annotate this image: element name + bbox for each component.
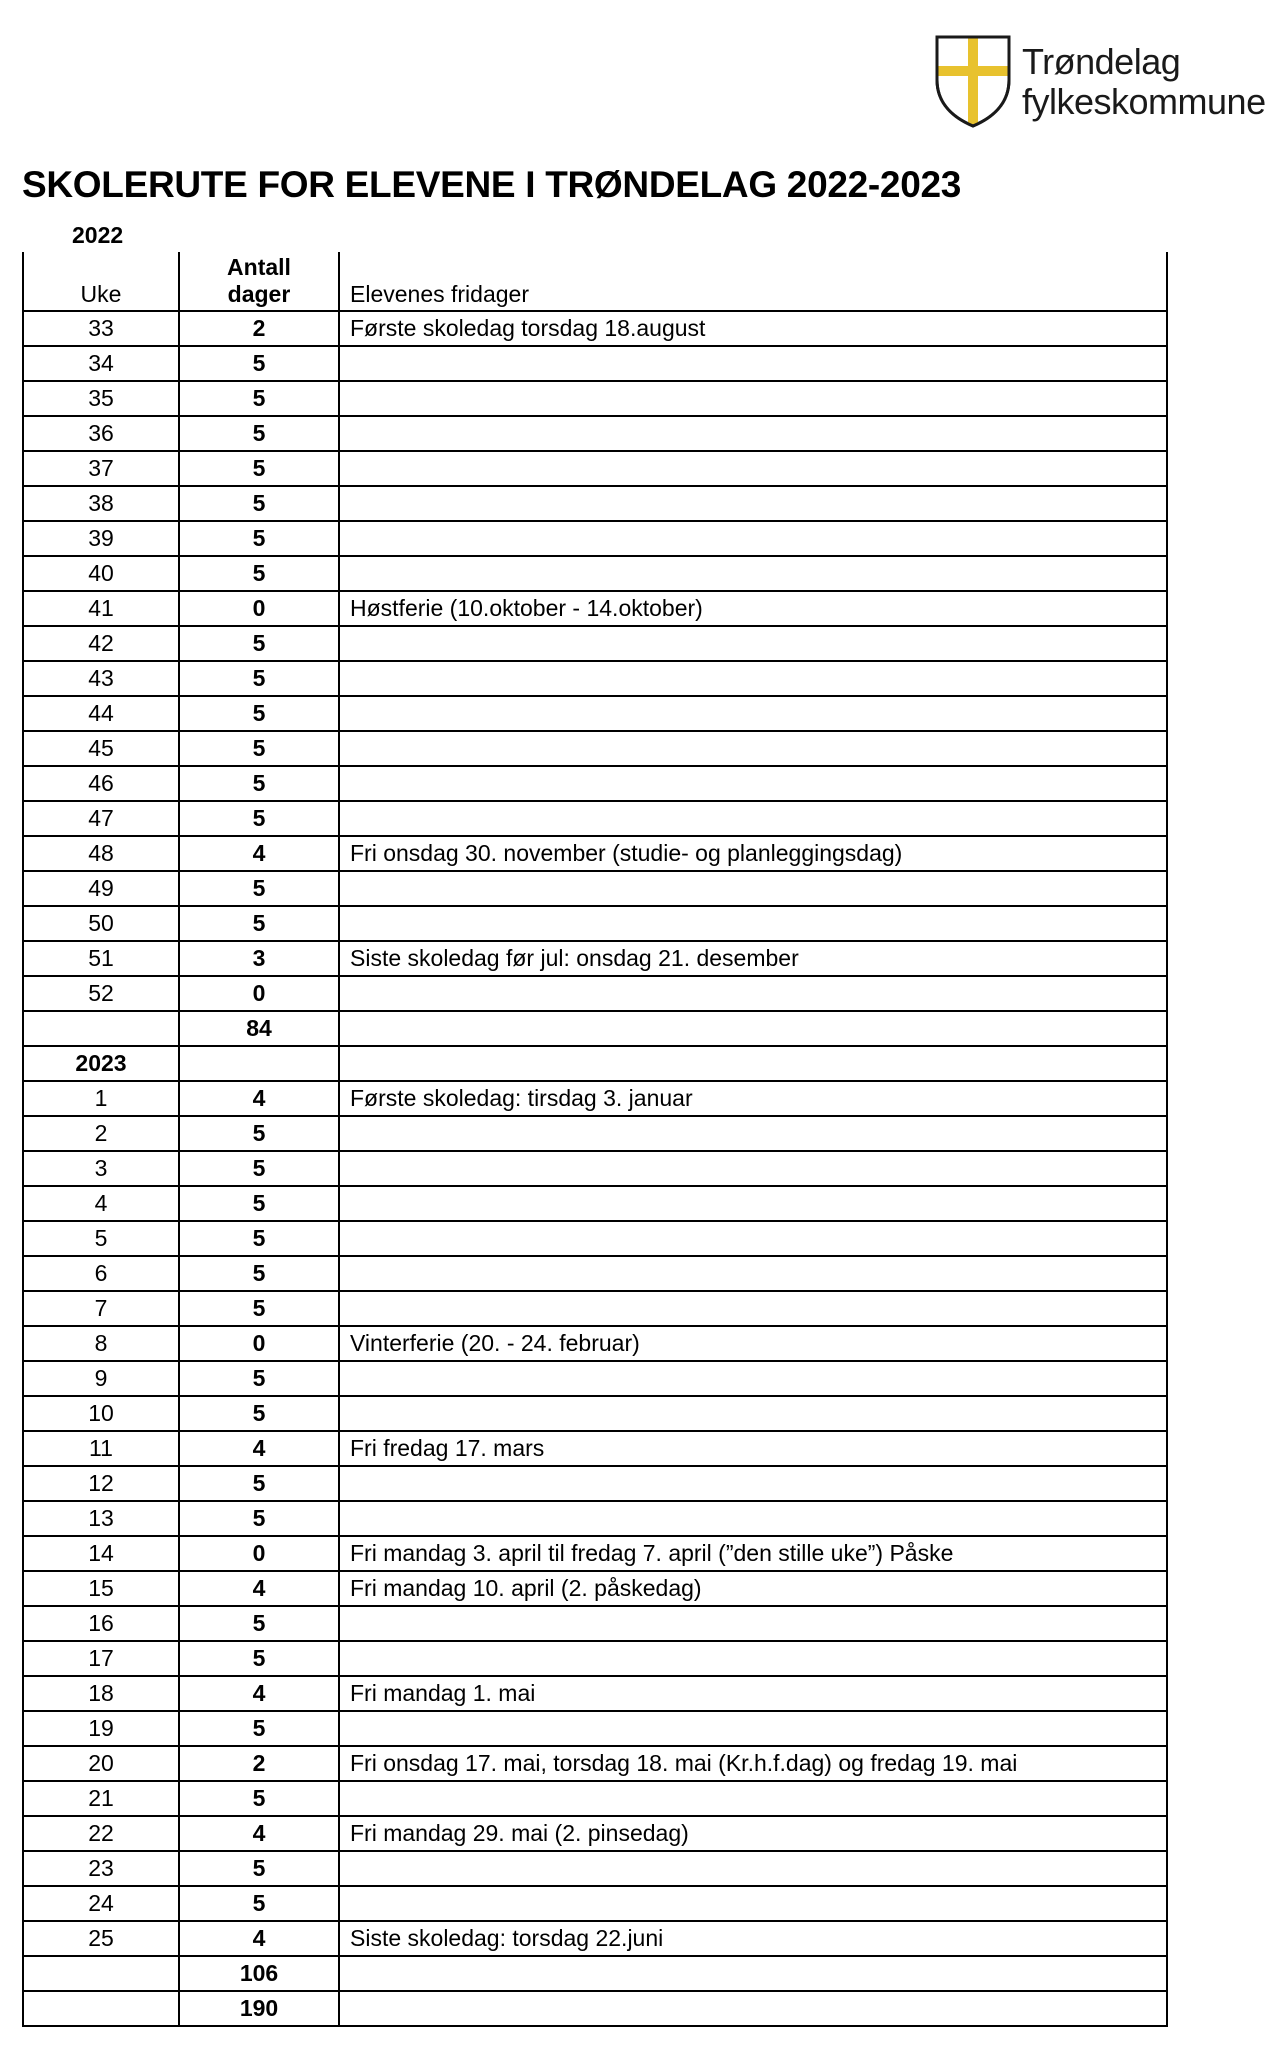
table-row — [24, 522, 1166, 557]
week-cell: 13 — [24, 1502, 180, 1535]
header-days-line-1: Antall — [227, 254, 291, 280]
note-cell: Vinterferie (20. - 24. februar) — [350, 1330, 640, 1356]
table-row — [24, 1047, 1166, 1082]
note-cell — [340, 522, 1166, 555]
week-cell: 49 — [24, 872, 180, 905]
week-cell: 40 — [24, 557, 180, 590]
note-cell — [340, 1292, 1166, 1325]
note-cell — [340, 662, 1166, 695]
note-cell — [340, 1047, 1166, 1080]
days-cell: 0 — [180, 1327, 340, 1360]
note-cell — [340, 557, 1166, 590]
table-row — [24, 557, 1166, 592]
note-cell: Første skoledag torsdag 18.august — [350, 315, 706, 341]
table-row — [24, 802, 1166, 837]
note-cell: Fri onsdag 17. mai, torsdag 18. mai (Kr.h.f.dag) og fredag 19. mai — [350, 1750, 1018, 1776]
table-row — [24, 1922, 1166, 1957]
days-cell — [180, 1047, 340, 1080]
table-row — [24, 1642, 1166, 1677]
note-cell — [340, 1467, 1166, 1500]
note-cell — [340, 382, 1166, 415]
week-cell: 25 — [24, 1922, 180, 1955]
days-cell: 5 — [180, 732, 340, 765]
days-cell: 5 — [180, 627, 340, 660]
note-cell: Første skoledag: tirsdag 3. januar — [350, 1085, 693, 1111]
days-cell: 5 — [180, 1222, 340, 1255]
days-cell: 84 — [180, 1012, 340, 1045]
week-cell: 6 — [24, 1257, 180, 1290]
table-row — [24, 592, 1166, 627]
note-cell — [340, 1187, 1166, 1220]
days-cell: 4 — [180, 1922, 340, 1955]
table-row — [24, 312, 1166, 347]
week-cell: 2 — [24, 1117, 180, 1150]
week-cell: 17 — [24, 1642, 180, 1675]
days-cell: 2 — [180, 1747, 340, 1780]
days-cell: 5 — [180, 1117, 340, 1150]
table-row — [24, 1327, 1166, 1362]
table-row — [24, 977, 1166, 1012]
note-cell: Fri mandag 10. april (2. påskedag) — [350, 1575, 702, 1601]
days-cell: 5 — [180, 1887, 340, 1920]
days-cell: 4 — [180, 1432, 340, 1465]
page-title: SKOLERUTE FOR ELEVENE I TRØNDELAG 2022-2023 — [22, 164, 962, 205]
note-cell — [340, 1887, 1166, 1920]
week-cell: 4 — [24, 1187, 180, 1220]
table-row — [24, 1677, 1166, 1712]
note-cell: Fri mandag 3. april til fredag 7. april (”den stille uke”) Påske — [350, 1540, 954, 1566]
days-cell: 4 — [180, 1572, 340, 1605]
week-cell: 11 — [24, 1432, 180, 1465]
days-cell: 0 — [180, 977, 340, 1010]
logo-line-1: Trøndelag — [1022, 41, 1181, 82]
note-cell: Fri onsdag 30. november (studie- og planleggingsdag) — [350, 840, 903, 866]
note-cell — [340, 1012, 1166, 1045]
note-cell — [340, 1642, 1166, 1675]
week-cell: 46 — [24, 767, 180, 800]
days-cell: 5 — [180, 802, 340, 835]
week-cell: 7 — [24, 1292, 180, 1325]
days-cell: 5 — [180, 1152, 340, 1185]
note-cell — [340, 977, 1166, 1010]
table-row — [24, 732, 1166, 767]
week-cell: 21 — [24, 1782, 180, 1815]
logo-line-2: fylkeskommune — [1022, 81, 1266, 122]
table-row — [24, 1712, 1166, 1747]
table-row — [24, 1817, 1166, 1852]
week-cell: 3 — [24, 1152, 180, 1185]
table-row — [24, 1467, 1166, 1502]
note-cell — [340, 1117, 1166, 1150]
note-cell — [340, 452, 1166, 485]
week-cell: 44 — [24, 697, 180, 730]
days-cell: 5 — [180, 662, 340, 695]
table-row — [24, 627, 1166, 662]
table-row — [24, 907, 1166, 942]
table-row — [24, 1082, 1166, 1117]
week-cell: 39 — [24, 522, 180, 555]
table-header — [24, 252, 1166, 312]
table-row — [24, 382, 1166, 417]
days-cell: 5 — [180, 452, 340, 485]
days-cell: 5 — [180, 417, 340, 450]
note-cell — [340, 1852, 1166, 1885]
note-cell — [340, 1607, 1166, 1640]
days-cell: 5 — [180, 382, 340, 415]
week-cell: 19 — [24, 1712, 180, 1745]
days-cell: 4 — [180, 1082, 340, 1115]
table-row — [24, 1257, 1166, 1292]
table-row — [24, 1572, 1166, 1607]
days-cell: 4 — [180, 837, 340, 870]
table-row — [24, 1292, 1166, 1327]
week-cell: 18 — [24, 1677, 180, 1710]
table-row — [24, 1957, 1166, 1992]
schedule-table — [22, 252, 1168, 2027]
week-cell: 20 — [24, 1747, 180, 1780]
table-row — [24, 942, 1166, 977]
days-cell: 4 — [180, 1677, 340, 1710]
week-cell: 47 — [24, 802, 180, 835]
week-cell: 35 — [24, 382, 180, 415]
week-cell: 8 — [24, 1327, 180, 1360]
week-cell — [24, 1012, 180, 1045]
logo-text — [1022, 42, 1266, 122]
days-cell: 5 — [180, 1257, 340, 1290]
table-row — [24, 1607, 1166, 1642]
week-cell: 15 — [24, 1572, 180, 1605]
table-row — [24, 1012, 1166, 1047]
table-row — [24, 662, 1166, 697]
table-row — [24, 1187, 1166, 1222]
table-row — [24, 1782, 1166, 1817]
note-cell — [340, 1502, 1166, 1535]
note-cell — [340, 1362, 1166, 1395]
table-row — [24, 837, 1166, 872]
week-cell: 48 — [24, 837, 180, 870]
week-cell: 42 — [24, 627, 180, 660]
days-cell: 5 — [180, 872, 340, 905]
days-cell: 0 — [180, 1537, 340, 1570]
header-week: Uke — [24, 252, 180, 310]
week-cell: 33 — [24, 312, 180, 345]
days-cell: 4 — [180, 1817, 340, 1850]
week-cell: 37 — [24, 452, 180, 485]
table-row — [24, 1397, 1166, 1432]
table-row — [24, 487, 1166, 522]
table-row — [24, 1537, 1166, 1572]
note-cell: Fri fredag 17. mars — [350, 1435, 545, 1461]
note-cell — [340, 732, 1166, 765]
table-row — [24, 1117, 1166, 1152]
days-cell: 5 — [180, 1607, 340, 1640]
note-cell — [340, 1782, 1166, 1815]
shield-icon — [934, 34, 1012, 128]
days-cell: 106 — [180, 1957, 340, 1990]
week-cell: 14 — [24, 1537, 180, 1570]
week-cell: 45 — [24, 732, 180, 765]
note-cell — [340, 697, 1166, 730]
year-label-2022: 2022 — [72, 222, 124, 248]
week-cell: 12 — [24, 1467, 180, 1500]
days-cell: 5 — [180, 1852, 340, 1885]
week-cell: 36 — [24, 417, 180, 450]
note-cell: Fri mandag 1. mai — [350, 1680, 536, 1706]
note-cell: Siste skoledag før jul: onsdag 21. desember — [350, 945, 799, 971]
days-cell: 5 — [180, 487, 340, 520]
week-cell: 23 — [24, 1852, 180, 1885]
note-cell — [340, 1992, 1166, 2025]
table-row — [24, 1222, 1166, 1257]
days-cell: 5 — [180, 1642, 340, 1675]
table-row — [24, 1502, 1166, 1537]
days-cell: 5 — [180, 557, 340, 590]
days-cell: 5 — [180, 767, 340, 800]
note-cell — [340, 872, 1166, 905]
table-row — [24, 1432, 1166, 1467]
week-cell: 38 — [24, 487, 180, 520]
table-row — [24, 1747, 1166, 1782]
week-cell — [24, 1992, 180, 2025]
table-row — [24, 1362, 1166, 1397]
note-cell — [340, 1397, 1166, 1430]
note-cell — [340, 907, 1166, 940]
days-cell: 190 — [180, 1992, 340, 2025]
days-cell: 5 — [180, 697, 340, 730]
table-row — [24, 1887, 1166, 1922]
table-row — [24, 1152, 1166, 1187]
week-cell: 22 — [24, 1817, 180, 1850]
week-cell: 5 — [24, 1222, 180, 1255]
days-cell: 5 — [180, 347, 340, 380]
header-days — [180, 252, 340, 310]
table-row — [24, 872, 1166, 907]
header-days-line-2: dager — [227, 281, 291, 307]
week-cell: 41 — [24, 592, 180, 625]
days-cell: 3 — [180, 942, 340, 975]
note-cell — [340, 1957, 1166, 1990]
note-cell — [340, 627, 1166, 660]
note-cell — [340, 487, 1166, 520]
note-cell — [340, 347, 1166, 380]
table-row — [24, 452, 1166, 487]
days-cell: 5 — [180, 1782, 340, 1815]
week-cell: 9 — [24, 1362, 180, 1395]
note-cell — [340, 1712, 1166, 1745]
days-cell: 5 — [180, 907, 340, 940]
days-cell: 5 — [180, 1187, 340, 1220]
week-cell: 51 — [24, 942, 180, 975]
note-cell — [340, 417, 1166, 450]
table-row — [24, 347, 1166, 382]
week-cell — [24, 1957, 180, 1990]
note-cell — [340, 1152, 1166, 1185]
days-cell: 5 — [180, 1467, 340, 1500]
week-cell: 50 — [24, 907, 180, 940]
week-cell: 16 — [24, 1607, 180, 1640]
logo — [934, 34, 1266, 130]
note-cell — [340, 1222, 1166, 1255]
note-cell: Siste skoledag: torsdag 22.juni — [350, 1925, 664, 1951]
days-cell: 0 — [180, 592, 340, 625]
days-cell: 5 — [180, 1712, 340, 1745]
week-cell: 43 — [24, 662, 180, 695]
days-cell: 5 — [180, 1502, 340, 1535]
week-cell: 2023 — [24, 1047, 180, 1080]
days-cell: 5 — [180, 1362, 340, 1395]
days-cell: 2 — [180, 312, 340, 345]
days-cell: 5 — [180, 522, 340, 555]
note-cell — [340, 802, 1166, 835]
week-cell: 24 — [24, 1887, 180, 1920]
table-row — [24, 697, 1166, 732]
table-row — [24, 1852, 1166, 1887]
note-cell: Høstferie (10.oktober - 14.oktober) — [350, 595, 703, 621]
header-notes: Elevenes fridager — [350, 281, 529, 307]
table-row — [24, 417, 1166, 452]
week-cell: 52 — [24, 977, 180, 1010]
note-cell — [340, 767, 1166, 800]
days-cell: 5 — [180, 1292, 340, 1325]
week-cell: 1 — [24, 1082, 180, 1115]
table-body — [24, 312, 1166, 2025]
week-cell: 34 — [24, 347, 180, 380]
table-row — [24, 767, 1166, 802]
days-cell: 5 — [180, 1397, 340, 1430]
note-cell: Fri mandag 29. mai (2. pinsedag) — [350, 1820, 689, 1846]
week-cell: 10 — [24, 1397, 180, 1430]
note-cell — [340, 1257, 1166, 1290]
table-row — [24, 1992, 1166, 2025]
